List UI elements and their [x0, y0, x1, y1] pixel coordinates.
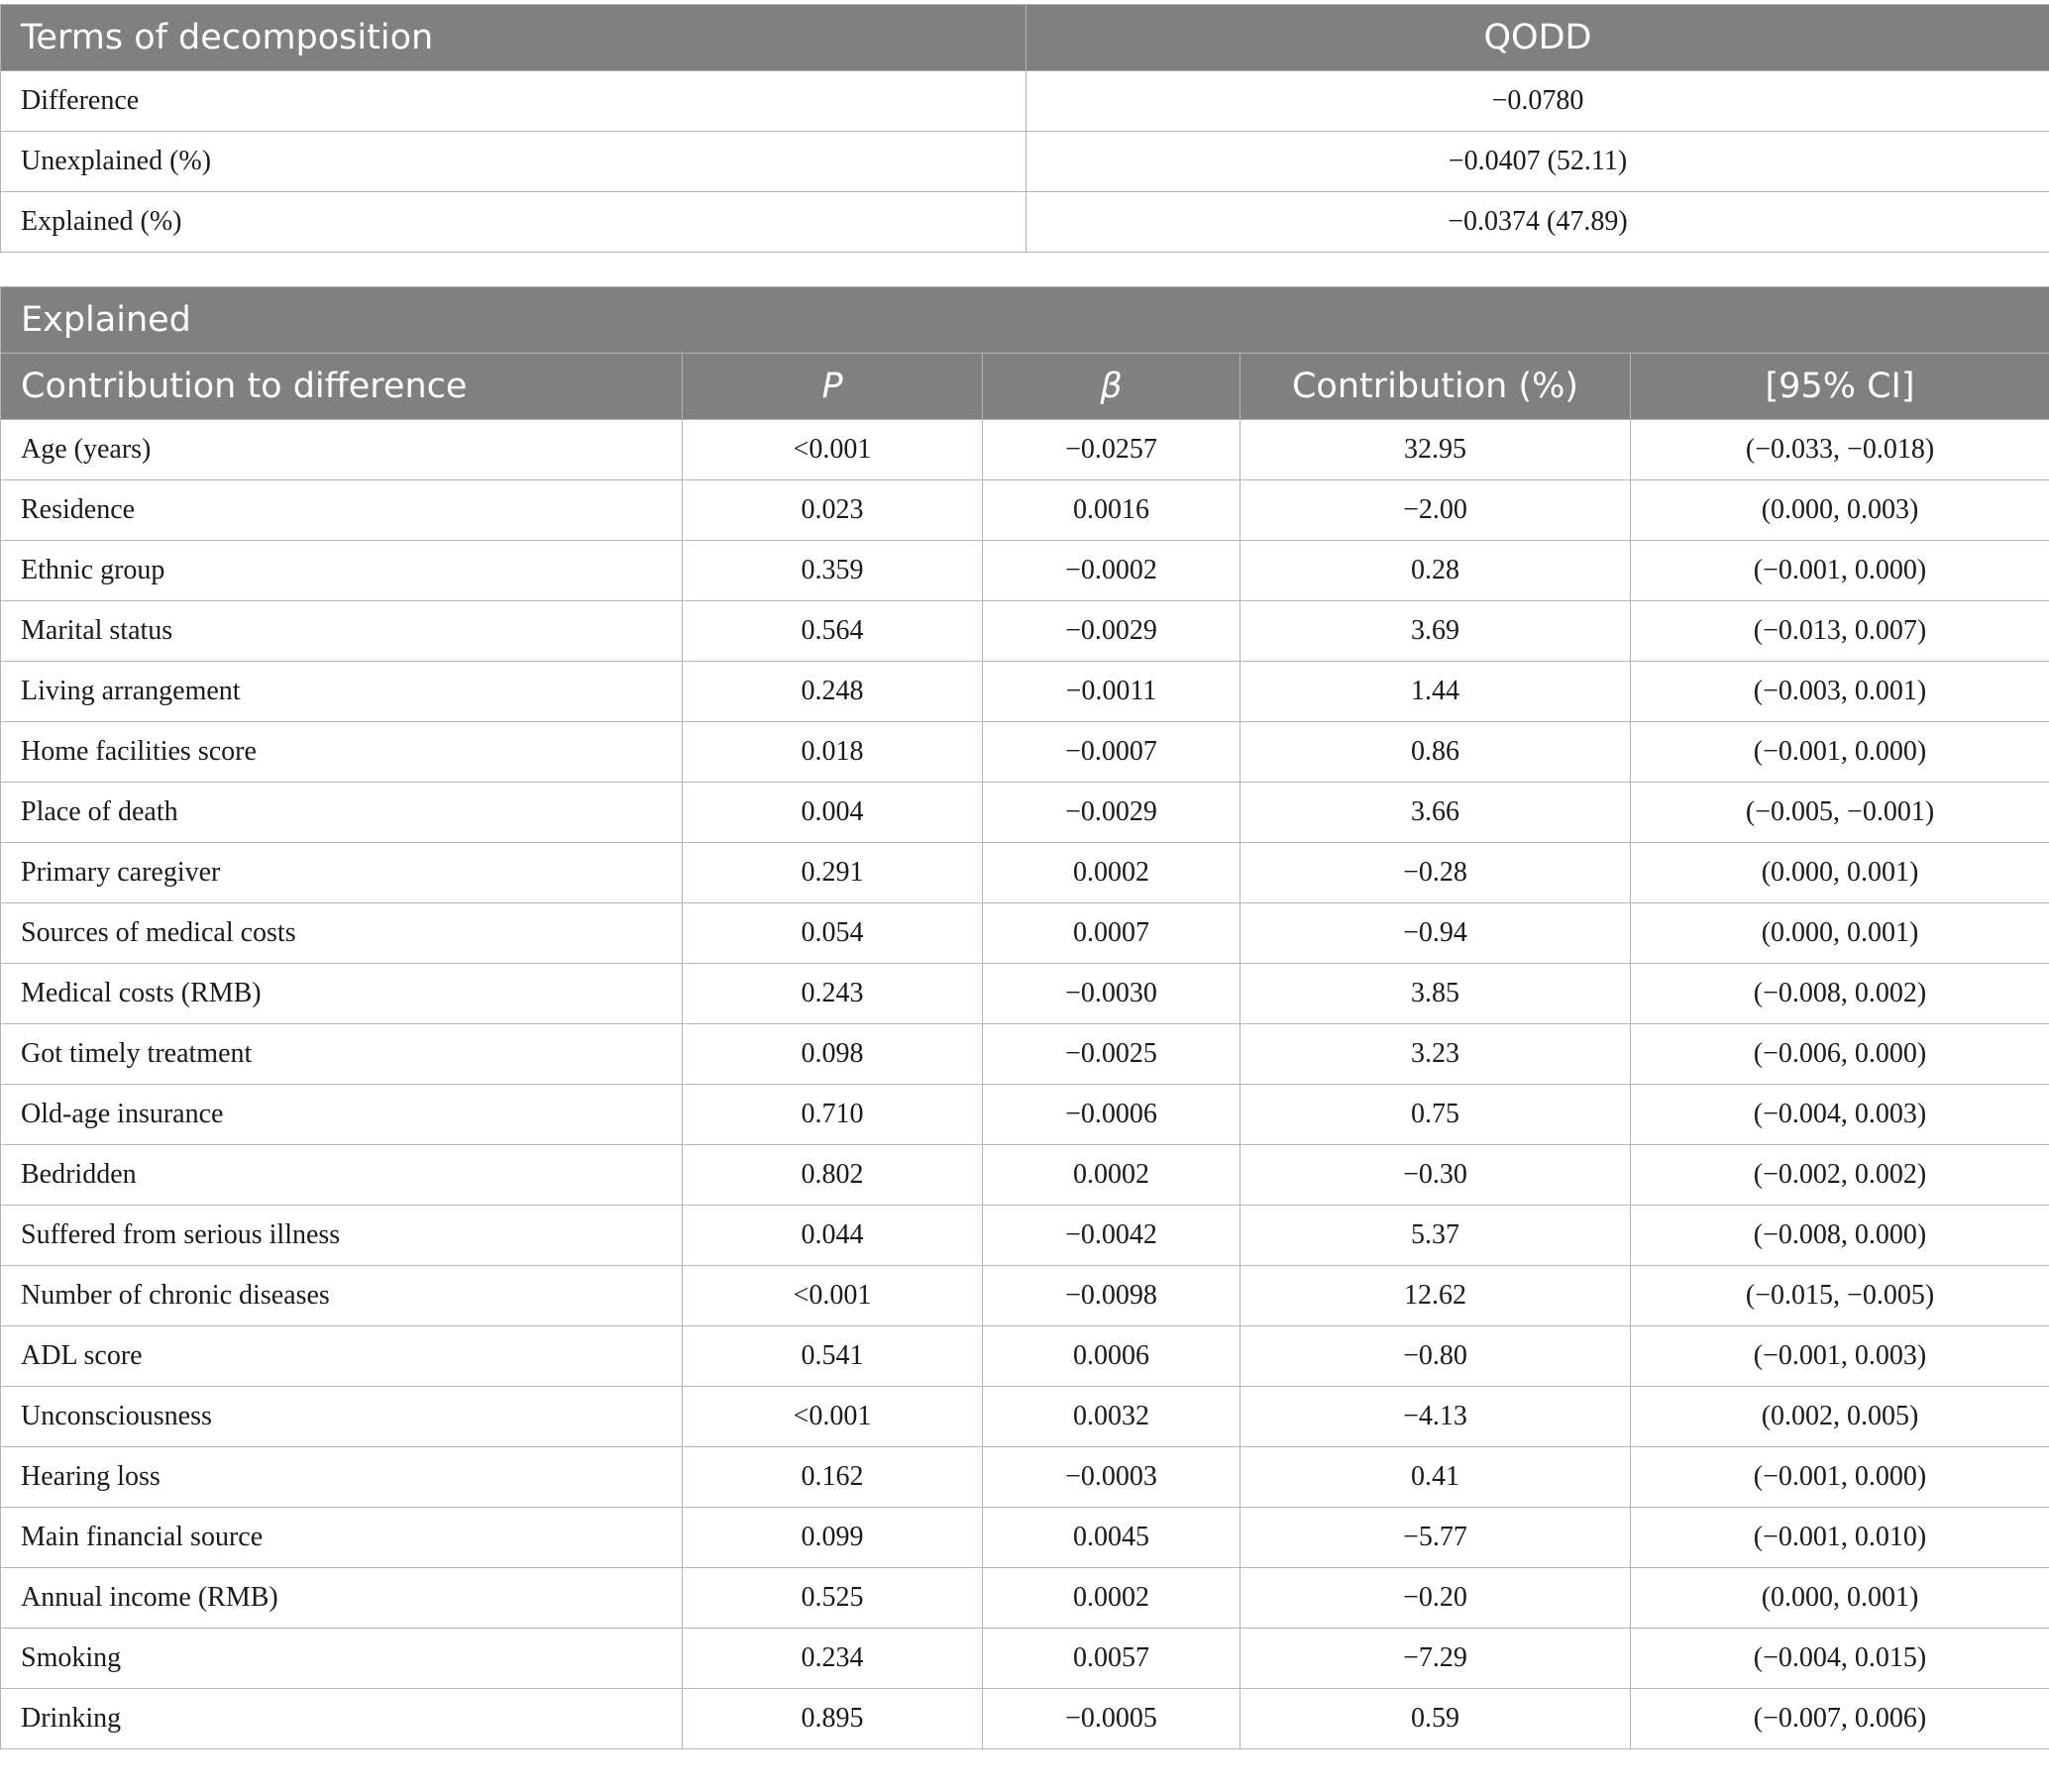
table-row [1, 843, 2049, 903]
p-value: 0.234 [683, 1629, 983, 1689]
variable-name: Place of death [1, 783, 683, 843]
p-value: 0.054 [683, 903, 983, 964]
p-value: 0.248 [683, 662, 983, 722]
variable-name: Sources of medical costs [1, 903, 683, 964]
table-row [1, 1024, 2049, 1085]
p-value: 0.243 [683, 964, 983, 1024]
table-row [1, 1447, 2049, 1508]
beta-value: −0.0025 [983, 1024, 1240, 1085]
beta-value: 0.0016 [983, 480, 1240, 541]
variable-name: Hearing loss [1, 1447, 683, 1508]
decomposition-term: Explained (%) [1, 192, 1026, 253]
table-row [1, 1568, 2049, 1629]
col-contribution-to-difference: Contribution to difference [1, 354, 683, 420]
contribution-percent: 3.69 [1240, 601, 1631, 662]
p-value: 0.710 [683, 1085, 983, 1145]
variable-name: Old-age insurance [1, 1085, 683, 1145]
beta-value: −0.0098 [983, 1266, 1240, 1326]
p-value: 0.359 [683, 541, 983, 601]
contribution-percent: −0.94 [1240, 903, 1631, 964]
contribution-percent: 1.44 [1240, 662, 1631, 722]
confidence-interval: (−0.001, 0.010) [1631, 1508, 2049, 1568]
beta-value: 0.0032 [983, 1387, 1240, 1447]
table-row [1, 1689, 2049, 1749]
col-beta: β [983, 354, 1240, 420]
contribution-percent: −4.13 [1240, 1387, 1631, 1447]
beta-value: −0.0003 [983, 1447, 1240, 1508]
contribution-percent: −2.00 [1240, 480, 1631, 541]
variable-name: Residence [1, 480, 683, 541]
decomposition-header-row [1, 5, 2049, 71]
contribution-percent: −7.29 [1240, 1629, 1631, 1689]
decomposition-term: Difference [1, 71, 1026, 132]
variable-name: Main financial source [1, 1508, 683, 1568]
beta-value: −0.0002 [983, 541, 1240, 601]
p-value: 0.098 [683, 1024, 983, 1085]
p-value: 0.018 [683, 722, 983, 783]
contribution-percent: 3.23 [1240, 1024, 1631, 1085]
variable-name: Home facilities score [1, 722, 683, 783]
table-row [1, 903, 2049, 964]
contribution-percent: −0.20 [1240, 1568, 1631, 1629]
table-row [1, 480, 2049, 541]
variable-name: Bedridden [1, 1145, 683, 1206]
p-value: <0.001 [683, 1266, 983, 1326]
contribution-percent: 0.28 [1240, 541, 1631, 601]
beta-value: 0.0002 [983, 843, 1240, 903]
variable-name: Unconsciousness [1, 1387, 683, 1447]
contribution-percent: 3.66 [1240, 783, 1631, 843]
table-row [1, 1326, 2049, 1387]
confidence-interval: (−0.004, 0.015) [1631, 1629, 2049, 1689]
confidence-interval: (−0.004, 0.003) [1631, 1085, 2049, 1145]
decomposition-table [0, 4, 2049, 253]
decomposition-value: −0.0407 (52.11) [1026, 132, 2049, 192]
col-p-value: P [683, 354, 983, 420]
beta-value: −0.0030 [983, 964, 1240, 1024]
variable-name: Drinking [1, 1689, 683, 1749]
table-row [1, 722, 2049, 783]
confidence-interval: (−0.007, 0.006) [1631, 1689, 2049, 1749]
confidence-interval: (−0.003, 0.001) [1631, 662, 2049, 722]
decomposition-value: −0.0374 (47.89) [1026, 192, 2049, 253]
p-value: 0.099 [683, 1508, 983, 1568]
beta-value: −0.0005 [983, 1689, 1240, 1749]
beta-value: −0.0029 [983, 783, 1240, 843]
decomposition-row [1, 132, 2049, 192]
decomposition-row [1, 71, 2049, 132]
beta-value: −0.0006 [983, 1085, 1240, 1145]
beta-value: −0.0007 [983, 722, 1240, 783]
p-value: <0.001 [683, 1387, 983, 1447]
confidence-interval: (−0.015, −0.005) [1631, 1266, 2049, 1326]
p-value: 0.802 [683, 1145, 983, 1206]
confidence-interval: (−0.001, 0.000) [1631, 722, 2049, 783]
col-contribution-percent: Contribution (%) [1240, 354, 1631, 420]
beta-value: 0.0002 [983, 1568, 1240, 1629]
table-row [1, 662, 2049, 722]
terms-header: Terms of decomposition [1, 5, 1026, 71]
confidence-interval: (0.000, 0.003) [1631, 480, 2049, 541]
contribution-percent: −0.80 [1240, 1326, 1631, 1387]
explained-columns-row [1, 354, 2049, 420]
explained-section-title: Explained [1, 287, 2049, 354]
contribution-percent: 0.41 [1240, 1447, 1631, 1508]
confidence-interval: (0.002, 0.005) [1631, 1387, 2049, 1447]
variable-name: Smoking [1, 1629, 683, 1689]
contribution-percent: −0.30 [1240, 1145, 1631, 1206]
table-row [1, 420, 2049, 480]
confidence-interval: (−0.008, 0.002) [1631, 964, 2049, 1024]
variable-name: Marital status [1, 601, 683, 662]
confidence-interval: (−0.008, 0.000) [1631, 1206, 2049, 1266]
decomposition-row [1, 192, 2049, 253]
table-row [1, 783, 2049, 843]
confidence-interval: (−0.013, 0.007) [1631, 601, 2049, 662]
table-row [1, 1508, 2049, 1568]
beta-value: −0.0042 [983, 1206, 1240, 1266]
table-row [1, 541, 2049, 601]
contribution-percent: 5.37 [1240, 1206, 1631, 1266]
variable-name: Primary caregiver [1, 843, 683, 903]
p-value: 0.291 [683, 843, 983, 903]
variable-name: Ethnic group [1, 541, 683, 601]
p-value: 0.895 [683, 1689, 983, 1749]
explained-section-row [1, 287, 2049, 354]
qodd-header: QODD [1026, 5, 2049, 71]
confidence-interval: (−0.001, 0.003) [1631, 1326, 2049, 1387]
variable-name: Living arrangement [1, 662, 683, 722]
table-row [1, 1206, 2049, 1266]
contribution-percent: 32.95 [1240, 420, 1631, 480]
table-row [1, 1629, 2049, 1689]
confidence-interval: (0.000, 0.001) [1631, 903, 2049, 964]
p-value: 0.541 [683, 1326, 983, 1387]
p-value: 0.564 [683, 601, 983, 662]
variable-name: Age (years) [1, 420, 683, 480]
table-row [1, 1145, 2049, 1206]
beta-value: −0.0257 [983, 420, 1240, 480]
beta-value: −0.0011 [983, 662, 1240, 722]
contribution-percent: 0.86 [1240, 722, 1631, 783]
contribution-percent: 3.85 [1240, 964, 1631, 1024]
confidence-interval: (−0.033, −0.018) [1631, 420, 2049, 480]
confidence-interval: (−0.002, 0.002) [1631, 1145, 2049, 1206]
p-value: 0.525 [683, 1568, 983, 1629]
variable-name: Got timely treatment [1, 1024, 683, 1085]
beta-value: −0.0029 [983, 601, 1240, 662]
beta-value: 0.0007 [983, 903, 1240, 964]
variable-name: Suffered from serious illness [1, 1206, 683, 1266]
beta-value: 0.0006 [983, 1326, 1240, 1387]
beta-value: 0.0045 [983, 1508, 1240, 1568]
contribution-percent: −5.77 [1240, 1508, 1631, 1568]
beta-value: 0.0002 [983, 1145, 1240, 1206]
decomposition-term: Unexplained (%) [1, 132, 1026, 192]
contribution-percent: 12.62 [1240, 1266, 1631, 1326]
table-row [1, 1266, 2049, 1326]
table-row [1, 1387, 2049, 1447]
table-row [1, 601, 2049, 662]
decomposition-value: −0.0780 [1026, 71, 2049, 132]
confidence-interval: (0.000, 0.001) [1631, 843, 2049, 903]
confidence-interval: (0.000, 0.001) [1631, 1568, 2049, 1629]
explained-table [0, 286, 2049, 1749]
variable-name: Medical costs (RMB) [1, 964, 683, 1024]
variable-name: Annual income (RMB) [1, 1568, 683, 1629]
beta-value: 0.0057 [983, 1629, 1240, 1689]
confidence-interval: (−0.006, 0.000) [1631, 1024, 2049, 1085]
table-row [1, 964, 2049, 1024]
confidence-interval: (−0.001, 0.000) [1631, 541, 2049, 601]
p-value: 0.162 [683, 1447, 983, 1508]
variable-name: Number of chronic diseases [1, 1266, 683, 1326]
table-row [1, 1085, 2049, 1145]
p-value: <0.001 [683, 420, 983, 480]
p-value: 0.004 [683, 783, 983, 843]
contribution-percent: −0.28 [1240, 843, 1631, 903]
p-value: 0.023 [683, 480, 983, 541]
contribution-percent: 0.59 [1240, 1689, 1631, 1749]
contribution-percent: 0.75 [1240, 1085, 1631, 1145]
confidence-interval: (−0.001, 0.000) [1631, 1447, 2049, 1508]
p-value: 0.044 [683, 1206, 983, 1266]
confidence-interval: (−0.005, −0.001) [1631, 783, 2049, 843]
variable-name: ADL score [1, 1326, 683, 1387]
col-confidence-interval: [95% CI] [1631, 354, 2049, 420]
